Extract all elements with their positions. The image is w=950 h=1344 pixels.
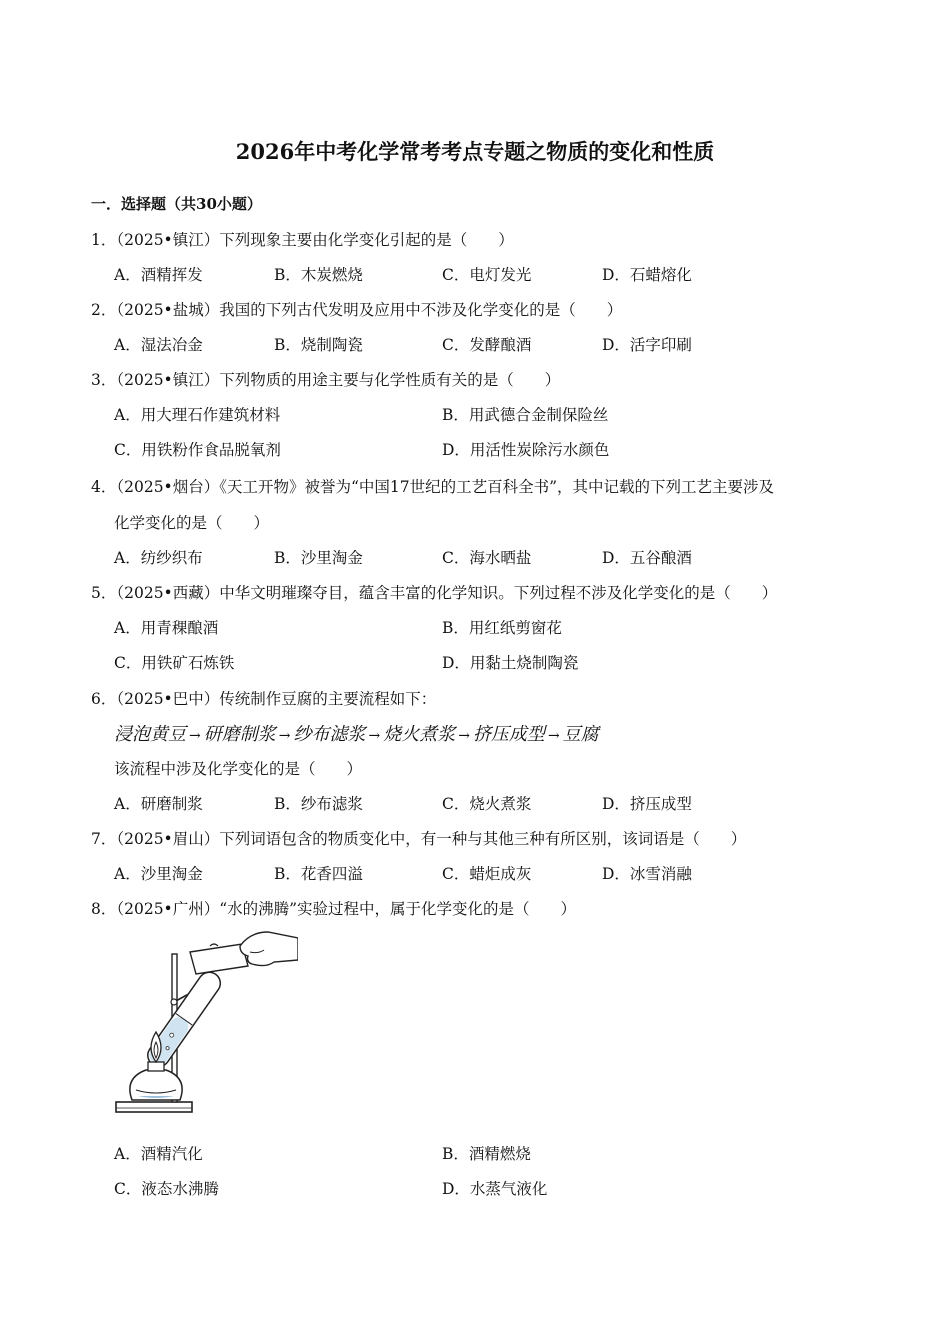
q1-option-d: D．石蜡熔化 bbox=[602, 266, 692, 284]
q1-option-c: C．电灯发光 bbox=[442, 266, 532, 284]
q7-option-b: B．花香四溢 bbox=[274, 865, 363, 883]
boiling-water-apparatus-figure bbox=[112, 924, 298, 1116]
q2-option-b: B．烧制陶瓷 bbox=[274, 336, 363, 354]
q2-option-d: D．活字印刷 bbox=[602, 336, 692, 354]
process-flow bbox=[114, 720, 599, 746]
q6-option-d: D．挤压成型 bbox=[602, 795, 692, 813]
q1-option-b: B．木炭燃烧 bbox=[274, 266, 363, 284]
q4-option-d: D．五谷酿酒 bbox=[602, 549, 692, 567]
flow-step-5: 挤压成型 bbox=[472, 724, 545, 745]
flow-arrow: → bbox=[189, 728, 201, 744]
question-2-stem: 2．（2025•盐城）我国的下列古代发明及应用中不涉及化学变化的是（ ） bbox=[91, 301, 623, 319]
question-4-stem-continued: 化学变化的是（ ） bbox=[114, 514, 270, 532]
q1-option-a: A．酒精挥发 bbox=[114, 266, 203, 284]
question-5-stem: 5．（2025•西藏）中华文明璀璨夺目，蕴含丰富的化学知识。下列过程不涉及化学变化的是（ ） bbox=[91, 584, 778, 602]
q8-option-b: B．酒精燃烧 bbox=[442, 1145, 531, 1163]
flow-arrow: → bbox=[458, 728, 470, 744]
q7-option-a: A．沙里淘金 bbox=[114, 865, 203, 883]
flow-arrow: → bbox=[547, 728, 560, 744]
q4-option-c: C．海水晒盐 bbox=[442, 549, 532, 567]
q8-option-d: D．水蒸气液化 bbox=[442, 1180, 548, 1198]
flow-step-6: 豆腐 bbox=[562, 724, 599, 745]
q2-option-a: A．湿法冶金 bbox=[114, 336, 203, 354]
question-7-stem: 7．（2025•眉山）下列词语包含的物质变化中，有一种与其他三种有所区别，该词语是（ ） bbox=[91, 830, 747, 848]
flow-arrow: → bbox=[278, 728, 291, 744]
q5-option-a: A．用青稞酿酒 bbox=[114, 619, 219, 637]
q6-option-a: A．研磨制浆 bbox=[114, 795, 203, 813]
q7-option-c: C．蜡炬成灰 bbox=[442, 865, 532, 883]
q4-option-b: B．沙里淘金 bbox=[274, 549, 363, 567]
q3-option-a: A．用大理石作建筑材料 bbox=[114, 406, 281, 424]
question-4-stem: 4．（2025•烟台）《天工开物》被誉为“中国17世纪的工艺百科全书”，其中记载的下列工艺主要涉及 bbox=[91, 478, 775, 496]
q5-option-b: B．用红纸剪窗花 bbox=[442, 619, 562, 637]
q5-option-c: C．用铁矿石炼铁 bbox=[114, 654, 235, 672]
flow-arrow: → bbox=[368, 728, 381, 744]
q8-option-a: A．酒精汽化 bbox=[114, 1145, 203, 1163]
q3-option-c: C．用铁粉作食品脱氧剂 bbox=[114, 441, 281, 459]
q4-option-a: A．纺纱织布 bbox=[114, 549, 203, 567]
question-6-substem: 该流程中涉及化学变化的是（ ） bbox=[114, 760, 363, 778]
q3-option-d: D．用活性炭除污水颜色 bbox=[442, 441, 610, 459]
flow-step-2: 研磨制浆 bbox=[203, 724, 276, 745]
q5-option-d: D．用黏土烧制陶瓷 bbox=[442, 654, 579, 672]
section-heading: 一．选择题（共30小题） bbox=[91, 195, 262, 213]
flow-step-3: 纱布滤浆 bbox=[293, 724, 366, 745]
q6-option-c: C．烧火煮浆 bbox=[442, 795, 532, 813]
question-8-stem: 8．（2025•广州）“水的沸腾”实验过程中，属于化学变化的是（ ） bbox=[91, 900, 577, 918]
q6-option-b: B．纱布滤浆 bbox=[274, 795, 363, 813]
q2-option-c: C．发酵酿酒 bbox=[442, 336, 532, 354]
flow-step-1: 浸泡黄豆 bbox=[114, 724, 186, 745]
question-1-stem: 1．（2025•镇江）下列现象主要由化学变化引起的是（ ） bbox=[91, 231, 514, 249]
q8-option-c: C．液态水沸腾 bbox=[114, 1180, 219, 1198]
question-3-stem: 3．（2025•镇江）下列物质的用途主要与化学性质有关的是（ ） bbox=[91, 371, 561, 389]
question-6-stem: 6．（2025•巴中）传统制作豆腐的主要流程如下： bbox=[91, 690, 437, 708]
q3-option-b: B．用武德合金制保险丝 bbox=[442, 406, 609, 424]
flow-step-4: 烧火煮浆 bbox=[383, 724, 456, 745]
q7-option-d: D．冰雪消融 bbox=[602, 865, 692, 883]
page-title: 2026年中考化学常考考点专题之物质的变化和性质 bbox=[235, 139, 715, 164]
